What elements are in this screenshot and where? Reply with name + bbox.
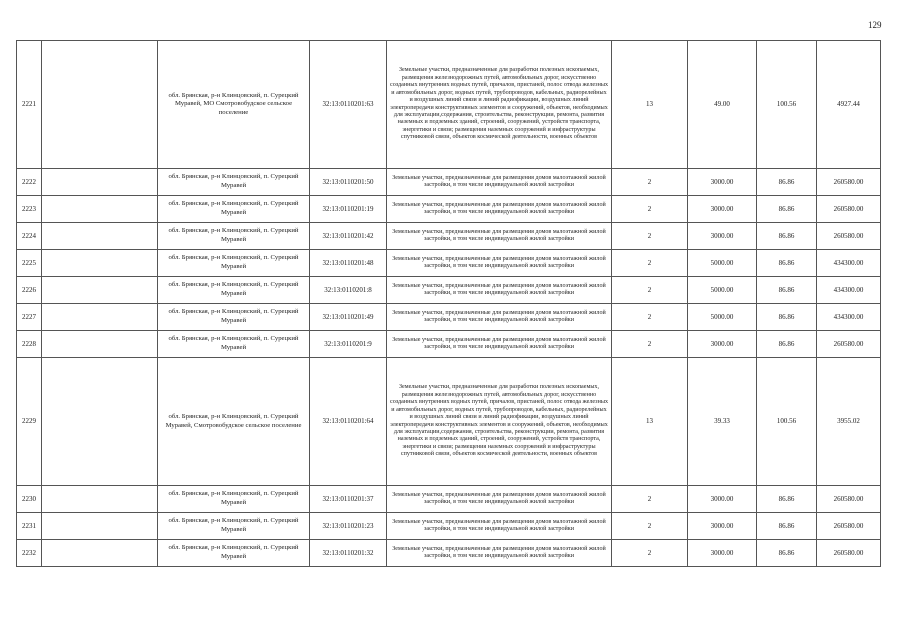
use-code-cell: 2 [612, 486, 688, 513]
table-row [17, 331, 881, 358]
use-code-cell: 2 [612, 223, 688, 250]
row-number: 2222 [17, 169, 42, 196]
cadastral-value-cell: 260580.00 [817, 331, 881, 358]
use-code-cell: 2 [612, 169, 688, 196]
row-number: 2226 [17, 277, 42, 304]
address-cell: обл. Брянская, р-н Клинцовский, п. Сурецкий Муравей [158, 169, 310, 196]
land-use-cell: Земельные участки, предназначенные для разработки полезных ископаемых, размещения железнодорожных путей, автомобильных дорог, искусственно созданных внутренних водных путей, причалов, пристаней, полос отвода железных и автомобильных дорог, водных путей, трубопроводов, кабельных, радиорелейных и воздушных линий связи и линий радиофикации, воздушных линий электропередачи конструктивных элементов и сооружений, объектов, необходимых для эксплуатации,содержания, строительства, реконструкции, ремонта, развития наземных и подземных зданий, строений, сооружений, устройств транспорта, энергетики и связи; размещения наземных сооружений и инфраструктуры спутниковой связи, объектов космической деятельности, военных объектов [387, 358, 612, 486]
cadastral-value-cell: 434300.00 [817, 250, 881, 277]
row-number: 2223 [17, 196, 42, 223]
table-row [17, 513, 881, 540]
specific-value-cell: 100.56 [757, 358, 817, 486]
land-use-cell: Земельные участки, предназначенные для размещения домов малоэтажной жилой застройки, в том числе индивидуальной жилой застройки [387, 331, 612, 358]
cadastral-value-cell: 3955.02 [817, 358, 881, 486]
use-code-cell: 13 [612, 358, 688, 486]
cadastral-value-table [16, 40, 881, 567]
empty-cell [42, 250, 158, 277]
specific-value-cell: 100.56 [757, 41, 817, 169]
row-number: 2230 [17, 486, 42, 513]
cadastral-value-cell: 260580.00 [817, 513, 881, 540]
use-code-cell: 13 [612, 41, 688, 169]
specific-value-cell: 86.86 [757, 277, 817, 304]
address-cell: обл. Брянская, р-н Клинцовский, п. Сурецкий Муравей [158, 304, 310, 331]
address-cell: обл. Брянская, р-н Клинцовский, п. Сурецкий Муравей [158, 486, 310, 513]
area-cell: 49.00 [688, 41, 757, 169]
land-use-cell: Земельные участки, предназначенные для размещения домов малоэтажной жилой застройки, в том числе индивидуальной жилой застройки [387, 486, 612, 513]
table-row [17, 304, 881, 331]
address-cell: обл. Брянская, р-н Клинцовский, п. Сурецкий Муравей [158, 250, 310, 277]
specific-value-cell: 86.86 [757, 540, 817, 567]
table-row [17, 169, 881, 196]
table-row [17, 41, 881, 169]
cadastral-number-cell: 32:13:0110201:8 [310, 277, 387, 304]
table-row [17, 223, 881, 250]
area-cell: 5000.00 [688, 250, 757, 277]
area-cell: 3000.00 [688, 486, 757, 513]
empty-cell [42, 513, 158, 540]
use-code-cell: 2 [612, 513, 688, 540]
land-use-cell: Земельные участки, предназначенные для размещения домов малоэтажной жилой застройки, в том числе индивидуальной жилой застройки [387, 540, 612, 567]
row-number: 2229 [17, 358, 42, 486]
cadastral-number-cell: 32:13:0110201:50 [310, 169, 387, 196]
specific-value-cell: 86.86 [757, 304, 817, 331]
land-use-cell: Земельные участки, предназначенные для размещения домов малоэтажной жилой застройки, в том числе индивидуальной жилой застройки [387, 250, 612, 277]
address-cell: обл. Брянская, р-н Клинцовский, п. Сурецкий Муравей [158, 223, 310, 250]
land-use-cell: Земельные участки, предназначенные для размещения домов малоэтажной жилой застройки, в том числе индивидуальной жилой застройки [387, 223, 612, 250]
cadastral-value-cell: 434300.00 [817, 277, 881, 304]
land-use-cell: Земельные участки, предназначенные для размещения домов малоэтажной жилой застройки, в том числе индивидуальной жилой застройки [387, 196, 612, 223]
cadastral-value-cell: 260580.00 [817, 486, 881, 513]
empty-cell [42, 331, 158, 358]
empty-cell [42, 486, 158, 513]
table-row [17, 540, 881, 567]
specific-value-cell: 86.86 [757, 223, 817, 250]
area-cell: 5000.00 [688, 304, 757, 331]
cadastral-number-cell: 32:13:0110201:42 [310, 223, 387, 250]
cadastral-number-cell: 32:13:0110201:9 [310, 331, 387, 358]
specific-value-cell: 86.86 [757, 331, 817, 358]
cadastral-number-cell: 32:13:0110201:19 [310, 196, 387, 223]
area-cell: 3000.00 [688, 196, 757, 223]
cadastral-number-cell: 32:13:0110201:32 [310, 540, 387, 567]
area-cell: 3000.00 [688, 169, 757, 196]
cadastral-value-cell: 4927.44 [817, 41, 881, 169]
empty-cell [42, 223, 158, 250]
address-cell: обл. Брянская, р-н Клинцовский, п. Сурецкий Муравей, Смотровобудское сельское поселение [158, 358, 310, 486]
address-cell: обл. Брянская, р-н Клинцовский, п. Сурецкий Муравей [158, 277, 310, 304]
cadastral-number-cell: 32:13:0110201:37 [310, 486, 387, 513]
table-row [17, 250, 881, 277]
use-code-cell: 2 [612, 304, 688, 331]
empty-cell [42, 358, 158, 486]
specific-value-cell: 86.86 [757, 196, 817, 223]
land-use-cell: Земельные участки, предназначенные для размещения домов малоэтажной жилой застройки, в том числе индивидуальной жилой застройки [387, 277, 612, 304]
empty-cell [42, 169, 158, 196]
land-use-cell: Земельные участки, предназначенные для разработки полезных ископаемых, размещения железнодорожных путей, автомобильных дорог, искусственно созданных внутренних водных путей, причалов, пристаней, полос отвода железных и автомобильных дорог, водных путей, трубопроводов, кабельных, радиорелейных и воздушных линий связи и линий радиофикации, воздушных линий электропередачи конструктивных элементов и сооружений, объектов, необходимых для эксплуатации,содержания, строительства, реконструкции, ремонта, развития наземных и подземных зданий, строений, сооружений, устройств транспорта, энергетики и связи; размещения наземных сооружений и инфраструктуры спутниковой связи, объектов космической деятельности, военных объектов [387, 41, 612, 169]
table-row [17, 277, 881, 304]
specific-value-cell: 86.86 [757, 486, 817, 513]
cadastral-number-cell: 32:13:0110201:48 [310, 250, 387, 277]
row-number: 2231 [17, 513, 42, 540]
cadastral-number-cell: 32:13:0110201:23 [310, 513, 387, 540]
address-cell: обл. Брянская, р-н Клинцовский, п. Сурецкий Муравей [158, 540, 310, 567]
cadastral-number-cell: 32:13:0110201:49 [310, 304, 387, 331]
use-code-cell: 2 [612, 277, 688, 304]
area-cell: 3000.00 [688, 540, 757, 567]
land-use-cell: Земельные участки, предназначенные для размещения домов малоэтажной жилой застройки, в том числе индивидуальной жилой застройки [387, 304, 612, 331]
specific-value-cell: 86.86 [757, 169, 817, 196]
row-number: 2225 [17, 250, 42, 277]
cadastral-number-cell: 32:13:0110201:64 [310, 358, 387, 486]
area-cell: 3000.00 [688, 513, 757, 540]
use-code-cell: 2 [612, 196, 688, 223]
use-code-cell: 2 [612, 540, 688, 567]
use-code-cell: 2 [612, 331, 688, 358]
row-number: 2228 [17, 331, 42, 358]
area-cell: 5000.00 [688, 277, 757, 304]
row-number: 2221 [17, 41, 42, 169]
cadastral-value-cell: 260580.00 [817, 196, 881, 223]
table-row [17, 486, 881, 513]
area-cell: 3000.00 [688, 331, 757, 358]
address-cell: обл. Брянская, р-н Клинцовский, п. Сурецкий Муравей, МО Смотровобудское сельское поселение [158, 41, 310, 169]
empty-cell [42, 196, 158, 223]
cadastral-value-cell: 260580.00 [817, 169, 881, 196]
row-number: 2232 [17, 540, 42, 567]
land-use-cell: Земельные участки, предназначенные для размещения домов малоэтажной жилой застройки, в том числе индивидуальной жилой застройки [387, 169, 612, 196]
table-row [17, 358, 881, 486]
cadastral-number-cell: 32:13:0110201:63 [310, 41, 387, 169]
empty-cell [42, 304, 158, 331]
specific-value-cell: 86.86 [757, 513, 817, 540]
specific-value-cell: 86.86 [757, 250, 817, 277]
empty-cell [42, 41, 158, 169]
empty-cell [42, 277, 158, 304]
land-use-cell: Земельные участки, предназначенные для размещения домов малоэтажной жилой застройки, в том числе индивидуальной жилой застройки [387, 513, 612, 540]
address-cell: обл. Брянская, р-н Клинцовский, п. Сурецкий Муравей [158, 331, 310, 358]
cadastral-value-cell: 434300.00 [817, 304, 881, 331]
area-cell: 39.33 [688, 358, 757, 486]
cadastral-value-cell: 260580.00 [817, 223, 881, 250]
address-cell: обл. Брянская, р-н Клинцовский, п. Сурецкий Муравей [158, 196, 310, 223]
address-cell: обл. Брянская, р-н Клинцовский, п. Сурецкий Муравей [158, 513, 310, 540]
area-cell: 3000.00 [688, 223, 757, 250]
use-code-cell: 2 [612, 250, 688, 277]
row-number: 2224 [17, 223, 42, 250]
cadastral-value-cell: 260580.00 [817, 540, 881, 567]
page-number: 129 [868, 20, 882, 30]
row-number: 2227 [17, 304, 42, 331]
empty-cell [42, 540, 158, 567]
table-row [17, 196, 881, 223]
